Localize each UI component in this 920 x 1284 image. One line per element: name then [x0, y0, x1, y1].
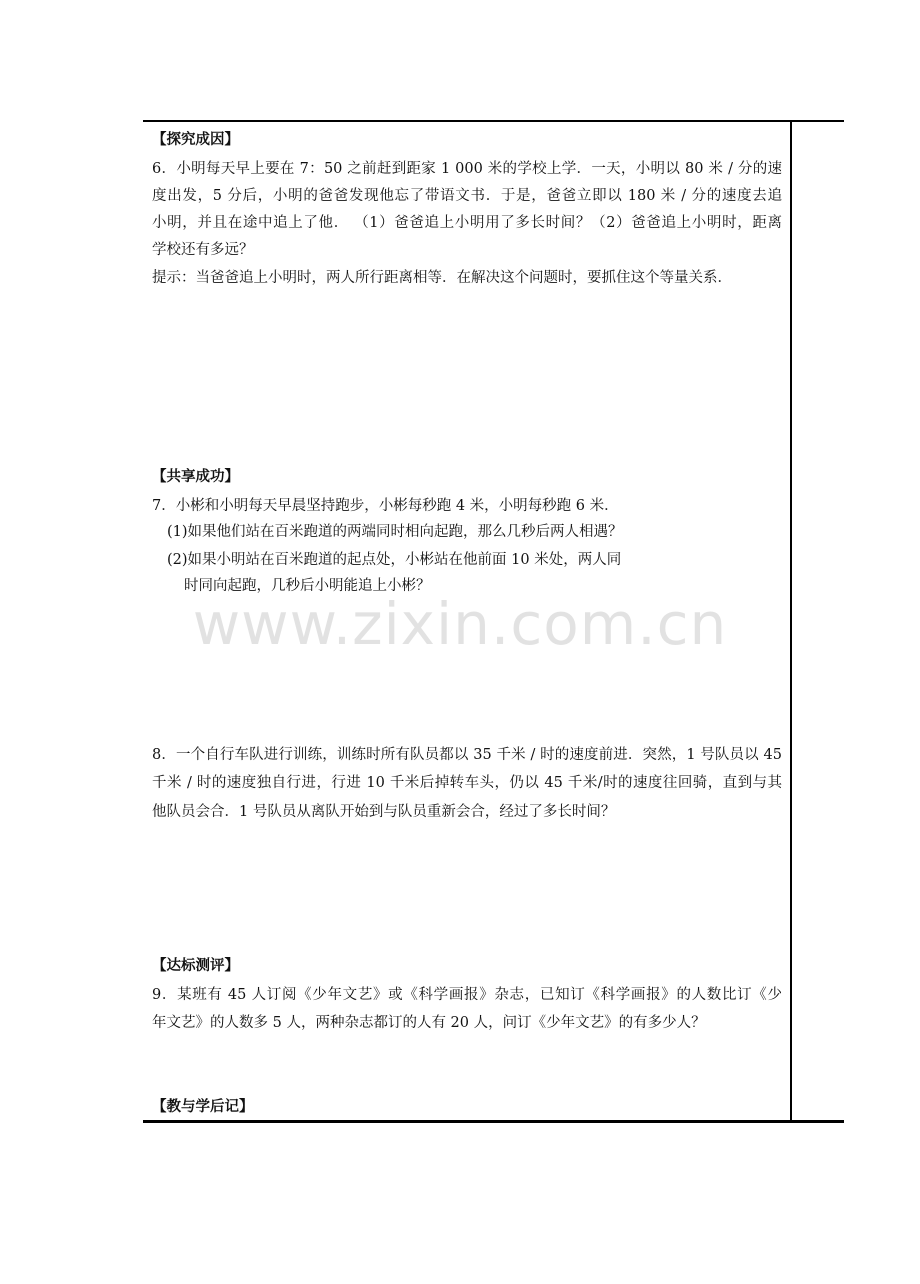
- q6-hint: 提示：当爸爸追上小明时，两人所行距离相等．在解决这个问题时，要抓住这个等量关系．: [152, 270, 732, 286]
- table-top-border: [143, 120, 844, 122]
- section-header-share: 【共享成功】: [152, 468, 239, 485]
- q6-line-3: 小明，并且在途中追上了他． （1）爸爸追上小明用了多长时间？（2）爸爸追上小明时，距离: [152, 215, 782, 231]
- q7-part-2b: 时同向起跑，几秒后小明能追上小彬？: [184, 578, 431, 594]
- q7-line-1: 7．小彬和小明每天早晨坚持跑步，小彬每秒跑 4 米，小明每秒跑 6 米．: [152, 498, 619, 514]
- q9-line-1: 9．某班有 45 人订阅《少年文艺》或《科学画报》杂志，已知订《科学画报》的人数比订《少: [152, 987, 782, 1003]
- section-header-assess: 【达标测评】: [152, 957, 239, 974]
- q6-line-2: 度出发，5 分后，小明的爸爸发现他忘了带语文书．于是，爸爸立即以 180 米 / 分的速度去追: [152, 188, 782, 204]
- watermark-text: www.zixin.com.cn: [192, 590, 728, 658]
- section-header-explore: 【探究成因】: [152, 131, 239, 148]
- q8-line-2: 千米 / 时的速度独自行进，行进 10 千米后掉转车头，仍以 45 千米/时的速度往回骑，直到与其: [152, 775, 782, 791]
- q7-part-1: (1)如果他们站在百米跑道的两端同时相向起跑，那么几秒后两人相遇？: [167, 524, 623, 540]
- table-bottom-border: [143, 1120, 844, 1123]
- q9-line-2: 年文艺》的人数多 5 人，两种杂志都订的人有 20 人，问订《少年文艺》的有多少人？: [152, 1015, 706, 1031]
- q8-line-1: 8．一个自行车队进行训练，训练时所有队员都以 35 千米 / 时的速度前进．突然，1 号队员以 45: [152, 747, 782, 763]
- q7-part-2a: (2)如果小明站在百米跑道的起点处，小彬站在他前面 10 米处，两人同: [167, 552, 622, 568]
- q8-line-3: 他队员会合．1 号队员从离队开始到与队员重新会合，经过了多长时间？: [152, 804, 616, 820]
- section-header-notes: 【教与学后记】: [152, 1098, 254, 1115]
- q6-line-1: 6．小明每天早上要在 7：50 之前赶到距家 1 000 米的学校上学．一天，小明以 80 米 / 分的速: [152, 161, 782, 177]
- q6-line-4: 学校还有多远？: [152, 242, 254, 258]
